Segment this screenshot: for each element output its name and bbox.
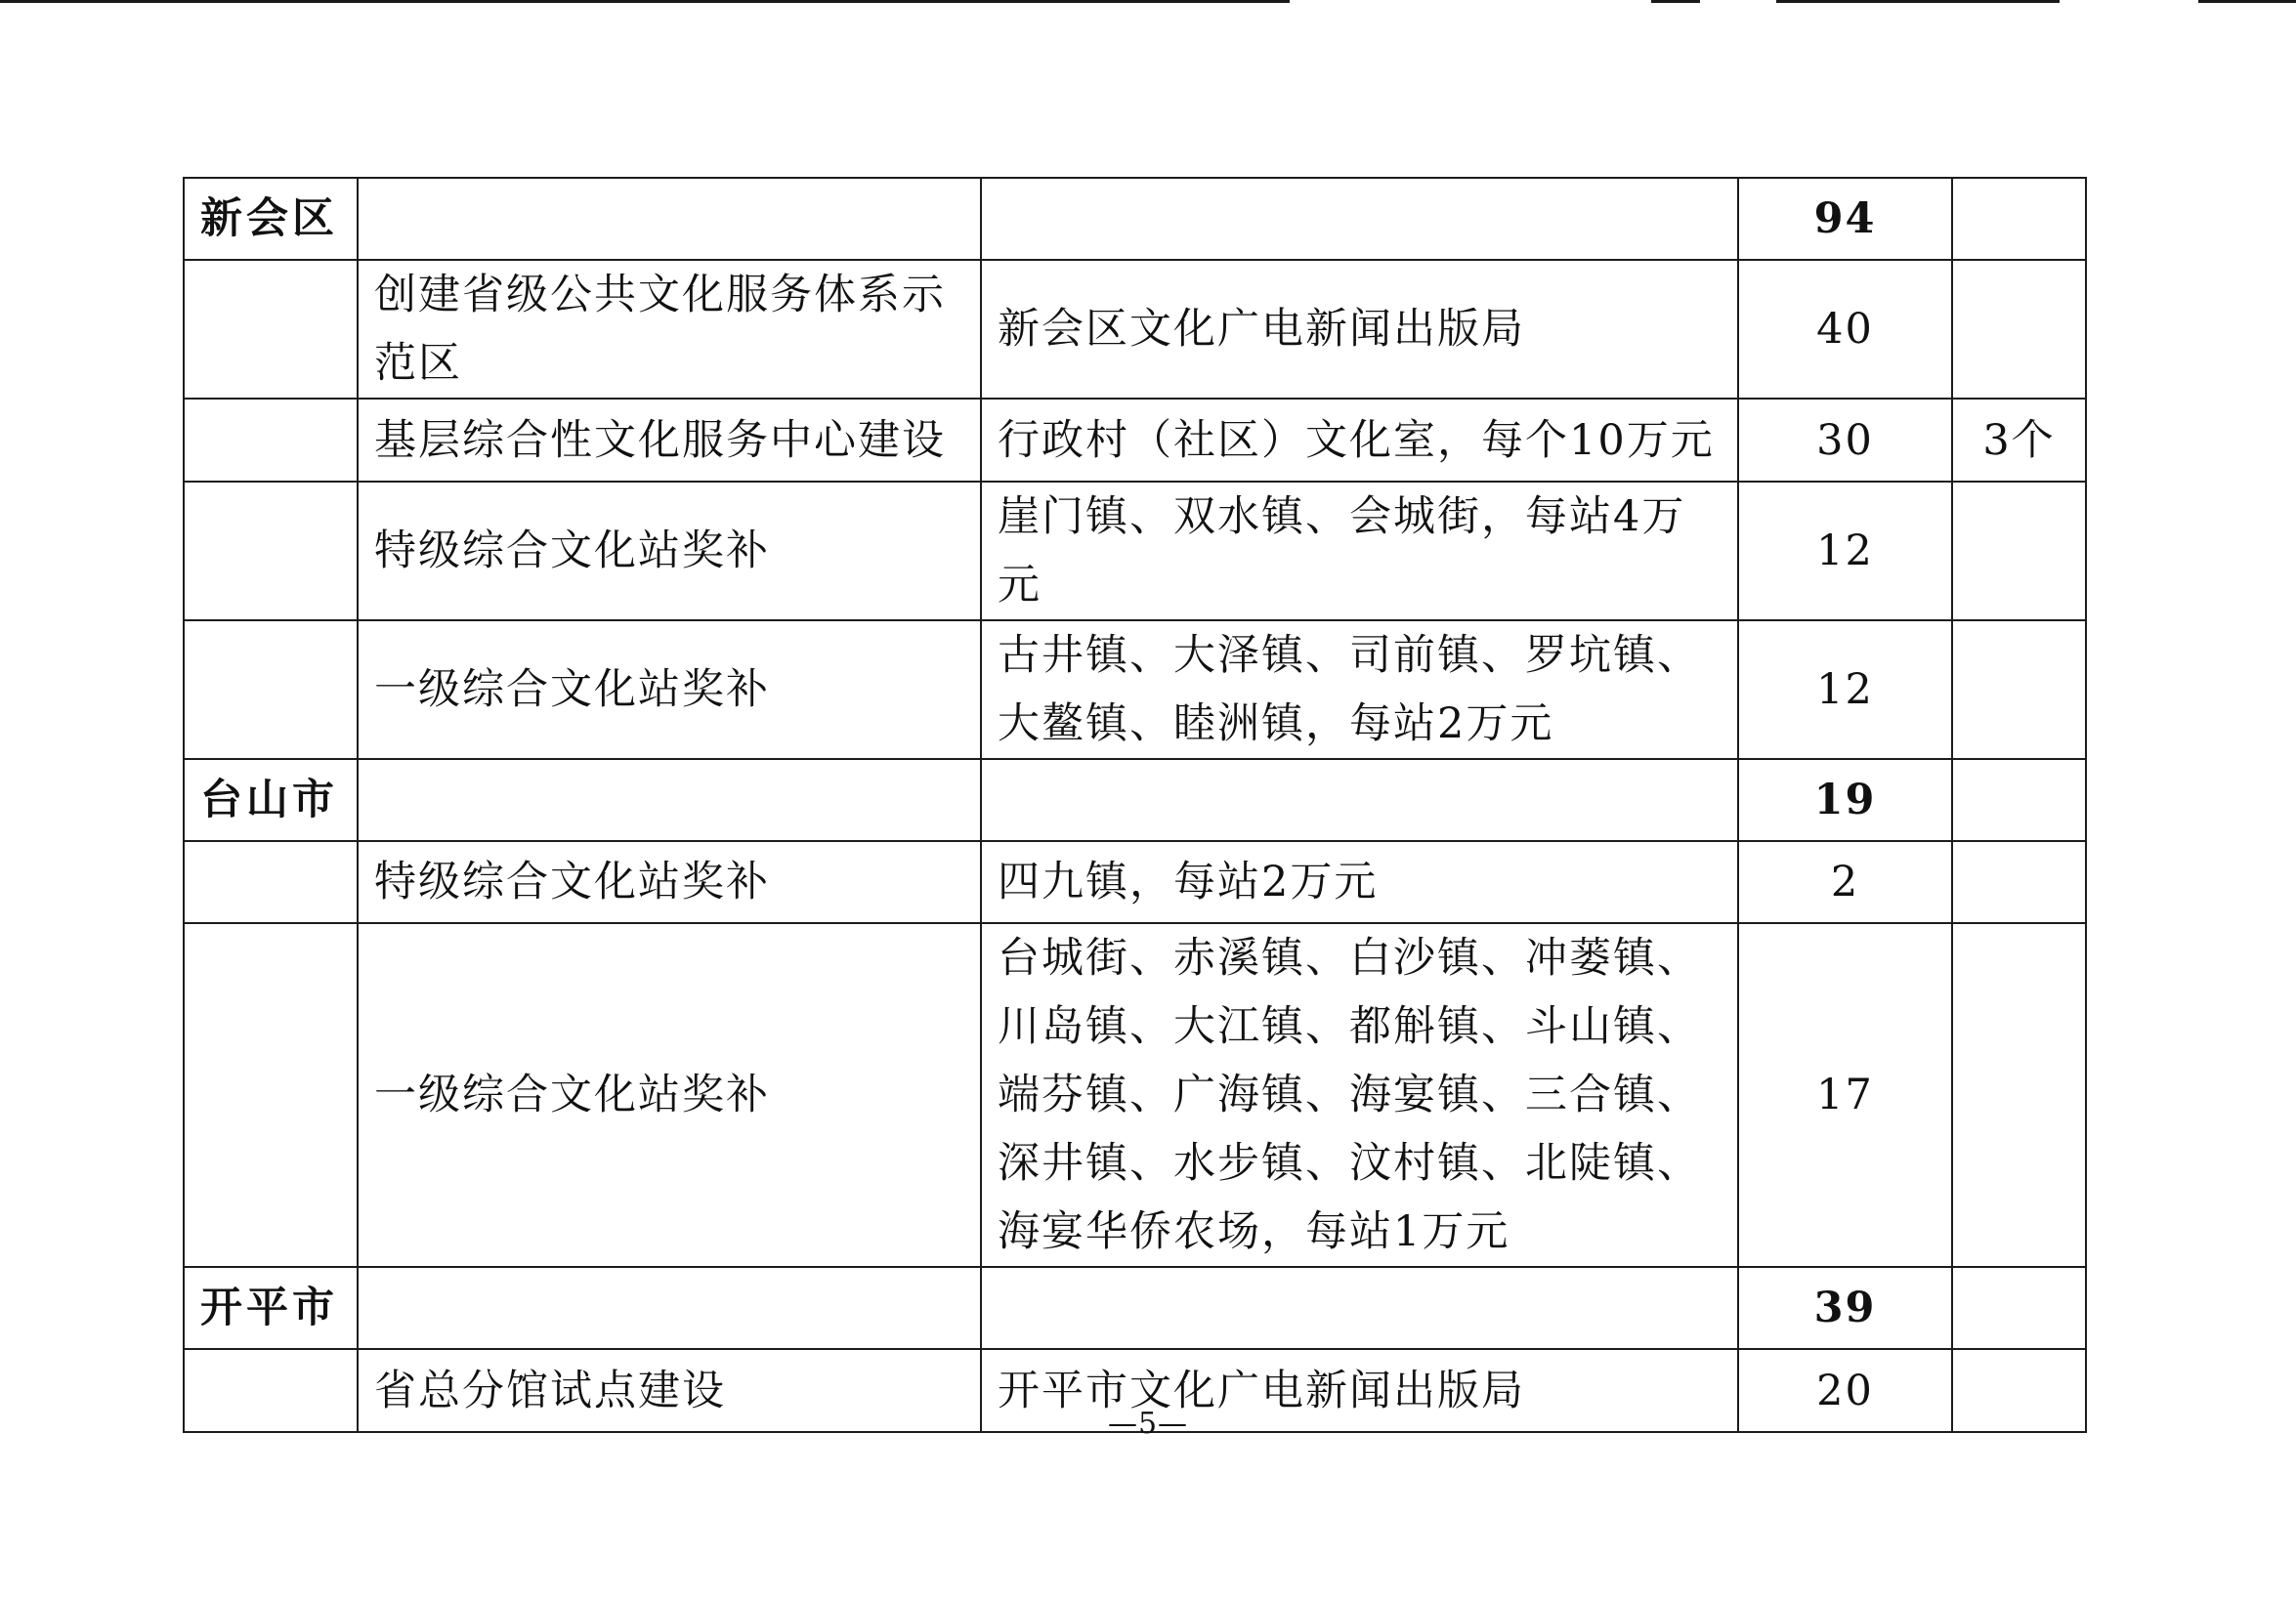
table-row <box>184 482 2086 620</box>
item-cell: 创建省级公共文化服务体系示范区 <box>358 260 981 399</box>
table-row <box>184 620 2086 759</box>
detail-cell <box>981 1267 1738 1349</box>
note-cell <box>1952 620 2086 759</box>
table-row <box>184 759 2086 841</box>
item-cell: 一级综合文化站奖补 <box>358 620 981 759</box>
amount-cell: 12 <box>1738 620 1952 759</box>
amount-cell: 17 <box>1738 923 1952 1267</box>
note-cell: 3个 <box>1952 399 2086 482</box>
table-row <box>184 923 2086 1267</box>
detail-cell: 崖门镇、双水镇、会城街，每站4万元 <box>981 482 1738 620</box>
note-cell <box>1952 260 2086 399</box>
region-cell <box>184 260 358 399</box>
note-cell <box>1952 841 2086 923</box>
amount-cell: 39 <box>1738 1267 1952 1349</box>
region-cell <box>184 620 358 759</box>
item-cell <box>358 178 981 260</box>
table-row <box>184 841 2086 923</box>
note-cell <box>1952 923 2086 1267</box>
note-cell <box>1952 1267 2086 1349</box>
item-cell: 一级综合文化站奖补 <box>358 923 981 1267</box>
item-cell <box>358 759 981 841</box>
amount-cell: 40 <box>1738 260 1952 399</box>
region-cell <box>184 482 358 620</box>
scan-edge-mark <box>1776 0 2060 3</box>
page-number: —5— <box>1107 1407 1189 1441</box>
funding-allocation-table <box>183 177 2087 1433</box>
amount-cell: 19 <box>1738 759 1952 841</box>
item-cell: 特级综合文化站奖补 <box>358 482 981 620</box>
region-cell: 新会区 <box>184 178 358 260</box>
scan-edge-mark <box>1651 0 1700 3</box>
region-cell <box>184 841 358 923</box>
region-cell: 开平市 <box>184 1267 358 1349</box>
amount-cell: 12 <box>1738 482 1952 620</box>
detail-cell: 开平市文化广电新闻出版局 <box>981 1349 1738 1432</box>
table-row <box>184 260 2086 399</box>
item-cell <box>358 1267 981 1349</box>
table-row <box>184 399 2086 482</box>
scan-edge-mark <box>2198 0 2296 3</box>
note-cell <box>1952 178 2086 260</box>
item-cell: 省总分馆试点建设 <box>358 1349 981 1432</box>
note-cell <box>1952 759 2086 841</box>
note-cell <box>1952 482 2086 620</box>
amount-cell: 94 <box>1738 178 1952 260</box>
amount-cell: 30 <box>1738 399 1952 482</box>
item-cell: 特级综合文化站奖补 <box>358 841 981 923</box>
amount-cell: 20 <box>1738 1349 1952 1432</box>
region-cell: 台山市 <box>184 759 358 841</box>
detail-cell: 四九镇，每站2万元 <box>981 841 1738 923</box>
detail-cell: 台城街、赤溪镇、白沙镇、冲蒌镇、川岛镇、大江镇、都斛镇、斗山镇、端芬镇、广海镇、海宴镇、三合镇、深井镇、水步镇、汶村镇、北陡镇、海宴华侨农场，每站1万元 <box>981 923 1738 1267</box>
detail-cell: 行政村（社区）文化室，每个10万元 <box>981 399 1738 482</box>
detail-cell <box>981 759 1738 841</box>
detail-cell <box>981 178 1738 260</box>
region-cell <box>184 923 358 1267</box>
item-cell: 基层综合性文化服务中心建设 <box>358 399 981 482</box>
detail-cell: 古井镇、大泽镇、司前镇、罗坑镇、大鳌镇、睦洲镇，每站2万元 <box>981 620 1738 759</box>
amount-cell: 2 <box>1738 841 1952 923</box>
table-row <box>184 178 2086 260</box>
table-row <box>184 1267 2086 1349</box>
scan-edge-mark <box>0 0 1290 3</box>
detail-cell: 新会区文化广电新闻出版局 <box>981 260 1738 399</box>
region-cell <box>184 399 358 482</box>
